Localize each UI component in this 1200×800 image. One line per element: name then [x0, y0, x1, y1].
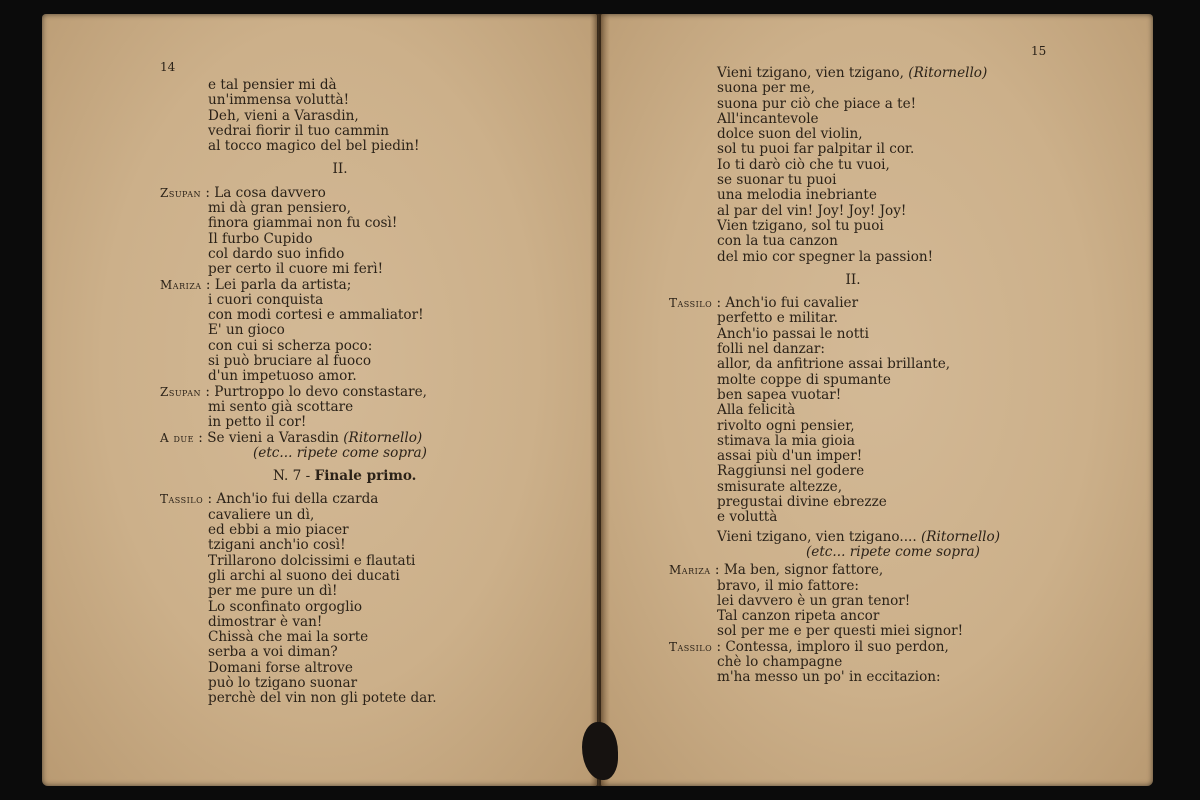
verse-line: perchè del vin non gli potete dar. — [208, 690, 437, 707]
verse-line: assai più d'un imper! — [717, 448, 863, 465]
verse-line: del mio cor spegner la passion! — [717, 248, 934, 265]
speaker-name: Mariza — [669, 563, 711, 578]
speaker-name: Tassilo — [160, 492, 204, 507]
verse-line: sol tu puoi far palpitar il cor. — [717, 141, 915, 158]
verse-line: Anch'io fui della czarda — [216, 491, 379, 508]
verse-line: mi sento già scottare — [208, 398, 354, 415]
dialogue-tassilo-1 — [669, 296, 1037, 525]
dialogue-zsupan-1 — [160, 186, 520, 278]
verse-line: una melodia inebriante — [717, 187, 877, 204]
verse-line: folli nel danzar: — [717, 341, 825, 358]
verse-line: i cuori conquista — [208, 291, 324, 308]
verse-line: allor, da anfitrione assai brillante, — [717, 356, 951, 373]
verse-line: può lo tzigano suonar — [208, 674, 358, 691]
verse-line: molte coppe di spumante — [717, 371, 891, 388]
verse-line: con modi cortesi e ammaliator! — [208, 307, 424, 324]
verse-line: finora giammai non fu così! — [208, 215, 398, 232]
verse-line: si può bruciare al fuoco — [208, 353, 372, 370]
verse-line: mi dà gran pensiero, — [208, 200, 351, 217]
page-number-left: 14 — [160, 60, 176, 74]
left-text-column — [160, 78, 520, 707]
verse-line: Trillarono dolcissimi e flautati — [208, 552, 416, 569]
verse-line: al par del vin! Joy! Joy! Joy! — [717, 202, 907, 219]
verse-line: suona per me, — [717, 80, 815, 97]
verse-line: un'immensa voluttà! — [208, 92, 350, 109]
verse-line: perfetto e militar. — [717, 310, 838, 327]
speaker-line: Mariza : Ma ben, signor fattore, — [669, 562, 884, 579]
verse-line: E' un gioco — [208, 322, 285, 339]
section-heading: II. — [845, 271, 861, 288]
verse-line: Anch'io fui cavalier — [725, 295, 859, 312]
verse-line: Raggiunsi nel godere — [717, 463, 865, 480]
verse-line: ed ebbi a mio piacer — [208, 522, 349, 539]
speaker-line: Tassilo : Anch'io fui cavalier — [669, 295, 859, 312]
verse-line: per certo il cuore mi ferì! — [208, 261, 384, 278]
verse-line: dolce suon del violin, — [717, 126, 863, 143]
verse-line: Lo sconfinato orgoglio — [208, 598, 363, 615]
dialogue-mariza-1 — [669, 563, 1037, 639]
verse-line: al tocco magico del bel piedin! — [208, 138, 420, 155]
verse-line: La cosa davvero — [214, 184, 326, 201]
verse-line: lei davvero è un gran tenor! — [717, 592, 911, 609]
speaker-name: Zsupan — [160, 185, 201, 200]
verse-line: d'un impetuoso amor. — [208, 368, 357, 385]
verse-line: serba a voi diman? — [208, 644, 338, 661]
page-number-right: 15 — [1031, 44, 1047, 58]
verse-line: m'ha messo un po' in eccitazion: — [717, 669, 941, 686]
verse-line: Ma ben, signor fattore, — [723, 562, 884, 579]
dialogue-mariza-1 — [160, 278, 520, 385]
verse-line: tzigani anch'io così! — [208, 537, 346, 554]
dialogue-a-due: A due : Se vieni a Varasdin (Ritornello) — [160, 429, 423, 446]
verse-line: con cui si scherza poco: — [208, 337, 373, 354]
verse-line: Anch'io passai le notti — [717, 325, 869, 342]
verse-block — [669, 81, 1037, 265]
verse-line: bravo, il mio fattore: — [717, 577, 859, 594]
speaker-line: Tassilo : Anch'io fui della czarda — [160, 491, 379, 508]
verse-line: chè lo champagne — [717, 653, 843, 670]
verse-line: Tal canzon ripeta ancor — [717, 608, 880, 625]
verse-line: se suonar tu puoi — [717, 172, 837, 189]
verse-line: stimava la mia gioia — [717, 432, 856, 449]
book-gutter — [590, 14, 610, 786]
verse-first-line: Vieni tzigano, vien tzigano, (Ritornello) — [717, 65, 988, 81]
speaker-name: Zsupan — [160, 384, 201, 399]
verse-line: vedrai fiorir il tuo cammin — [208, 122, 389, 139]
verse-line: All'incantevole — [717, 110, 819, 127]
verse-line: in petto il cor! — [208, 414, 307, 431]
repeat-note: (etc... ripete come sopra) — [806, 543, 980, 560]
verse-line: e tal pensier mi dà — [208, 77, 337, 93]
speaker-name: Tassilo — [669, 639, 713, 654]
right-text-column — [669, 66, 1037, 686]
verse-line: smisurate altezze, — [717, 478, 843, 495]
verse-line: Vien tzigano, sol tu puoi — [717, 217, 884, 234]
verse-line: dimostrar è van! — [208, 613, 323, 630]
number-title: N. 7 - Finale primo. — [273, 468, 417, 485]
dialogue-zsupan-2 — [160, 385, 520, 431]
verse-line: Domani forse altrove — [208, 659, 353, 676]
verse-line: suona pur ciò che piace a te! — [717, 95, 917, 112]
verse-line: Contessa, imploro il suo perdon, — [725, 638, 949, 655]
speaker-line: Zsupan : Purtroppo lo devo constastare, — [160, 383, 427, 400]
verse-line: con la tua canzon — [717, 233, 838, 250]
dialogue-tassilo-1 — [160, 492, 520, 706]
verse-line: Chissà che mai la sorte — [208, 629, 369, 646]
verse-line: ben sapea vuotar! — [717, 386, 842, 403]
repeat-note: (etc... ripete come sopra) — [253, 444, 427, 461]
verse-line: cavaliere un dì, — [208, 506, 315, 523]
refrain-line: Vieni tzigano, vien tzigano.... (Ritornello) — [717, 528, 1001, 545]
section-heading: II. — [332, 161, 348, 178]
speaker-name: Tassilo — [669, 296, 713, 311]
verse-block — [160, 78, 520, 154]
speaker-name: Mariza — [160, 277, 202, 292]
verse-line: Deh, vieni a Varasdin, — [208, 107, 359, 124]
verse-line: per me pure un dì! — [208, 583, 338, 600]
verse-line: col dardo suo infido — [208, 245, 345, 262]
verse-line: Alla felicità — [717, 402, 796, 419]
speaker-line: Zsupan : La cosa davvero — [160, 184, 326, 201]
verse-line: Il furbo Cupido — [208, 230, 313, 247]
speaker-line: Tassilo : Contessa, imploro il suo perdon, — [669, 638, 949, 655]
verse-line: sol per me e per questi miei signor! — [717, 623, 964, 640]
verse-line: Io ti darò ciò che tu vuoi, — [717, 156, 890, 173]
verse-line: rivolto ogni pensier, — [717, 417, 855, 434]
verse-line: pregustai divine ebrezze — [717, 494, 887, 511]
verse-line: Purtroppo lo devo constastare, — [214, 383, 427, 400]
verse-line: gli archi al suono dei ducati — [208, 567, 400, 584]
speaker-line: Mariza : Lei parla da artista; — [160, 276, 352, 293]
verse-line: Lei parla da artista; — [214, 276, 352, 293]
dialogue-tassilo-2 — [669, 640, 1037, 686]
verse-line: e voluttà — [717, 509, 778, 526]
